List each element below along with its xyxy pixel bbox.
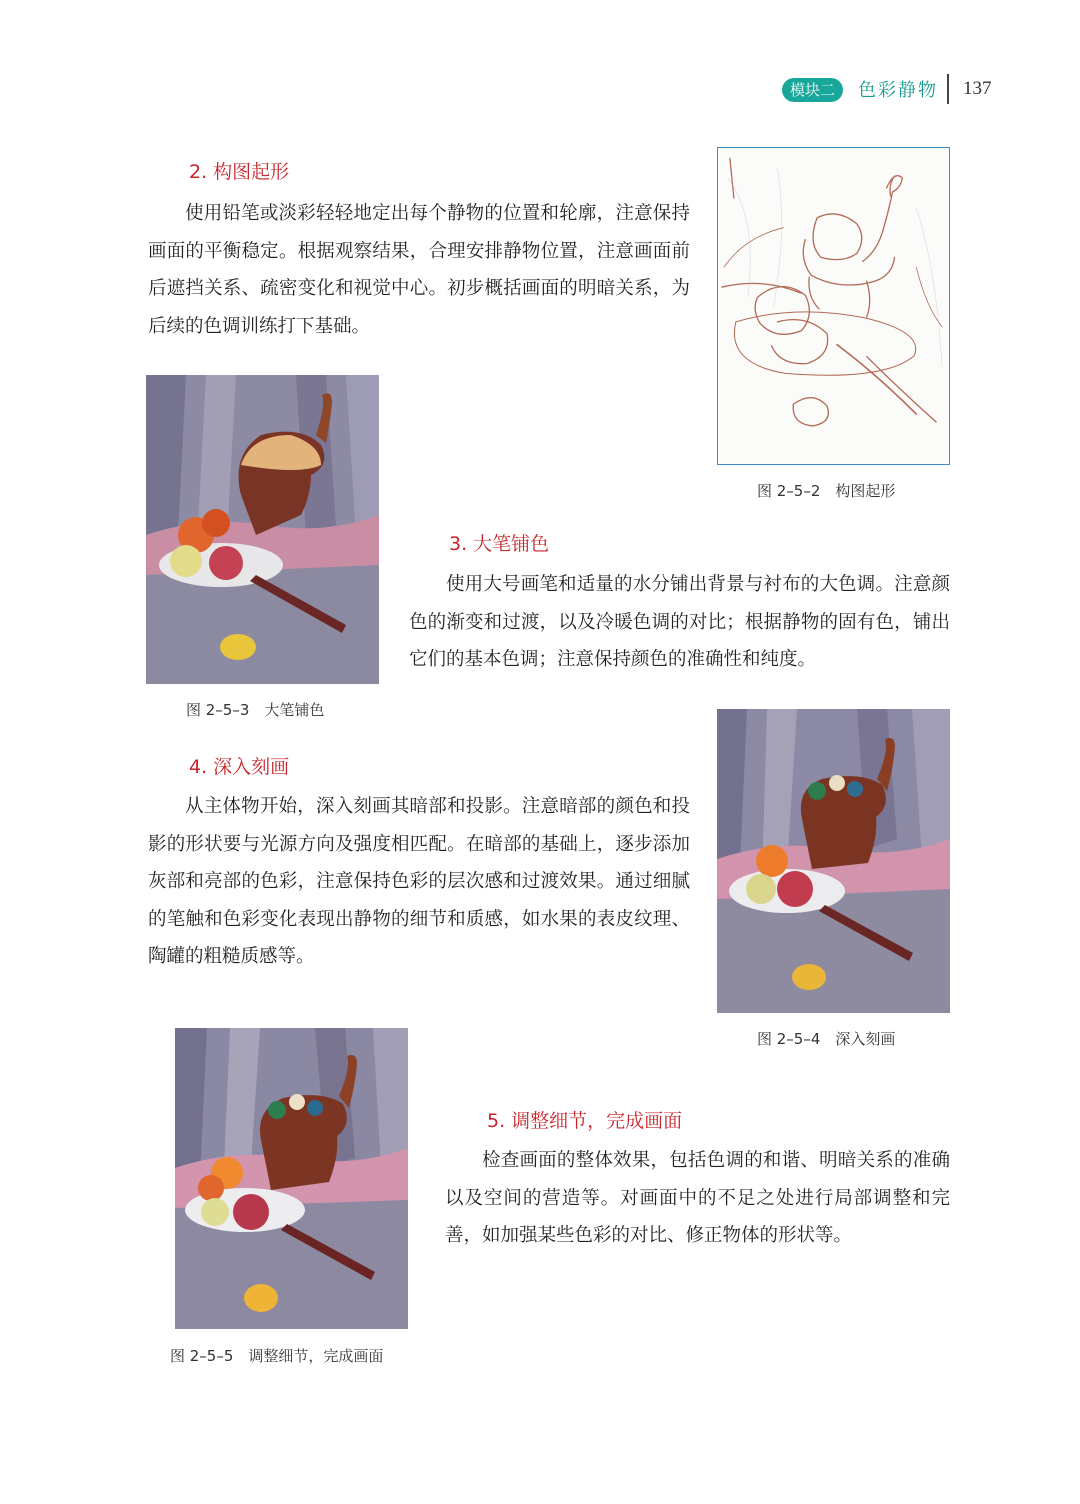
paragraph-finishing: 检查画面的整体效果，包括色调的和谐、明暗关系的准确以及空间的营造等。对画面中的不足之处进行局部调整和完善，如加强某些色彩的对比、修正物体的形状等。 [445, 1150, 950, 1246]
paragraph-blocking-color: 使用大号画笔和适量的水分铺出背景与衬布的大色调。注意颜色的渐变和过渡，以及冷暖色调的对比；根据静物的固有色，铺出它们的基本色调；注意保持颜色的准确性和纯度。 [409, 574, 950, 670]
heading-blocking-color: 3. 大笔铺色 [449, 533, 550, 555]
figure-detailing [717, 709, 950, 1013]
figure-final [175, 1028, 408, 1329]
section-title: 色彩静物 [858, 80, 938, 101]
caption-fig-2-5-3: 图 2–5–3 大笔铺色 [186, 701, 325, 719]
running-header [780, 74, 1040, 108]
caption-fig-2-5-5: 图 2–5–5 调整细节，完成画面 [170, 1347, 384, 1365]
page-number: 137 [963, 78, 992, 99]
still-life-painting-2 [717, 709, 950, 1013]
heading-finishing: 5. 调整细节，完成画面 [487, 1110, 683, 1132]
module-badge: 模块二 [782, 78, 843, 102]
caption-fig-2-5-2: 图 2–5–2 构图起形 [757, 482, 896, 500]
still-life-painting-3 [175, 1028, 408, 1329]
heading-detailing: 4. 深入刻画 [189, 756, 290, 778]
figure-blocking-color [146, 375, 379, 684]
figure-sketch [717, 147, 950, 465]
caption-fig-2-5-4: 图 2–5–4 深入刻画 [757, 1030, 896, 1048]
heading-composition: 2. 构图起形 [189, 161, 290, 183]
sketch-illustration [718, 148, 949, 464]
header-divider [947, 74, 949, 104]
paragraph-composition: 使用铅笔或淡彩轻轻地定出每个静物的位置和轮廓，注意保持画面的平衡稳定。根据观察结果，合理安排静物位置，注意画面前后遮挡关系、疏密变化和视觉中心。初步概括画面的明暗关系，为后续的色调训练打下基础。 [148, 203, 690, 337]
paragraph-detailing: 从主体物开始，深入刻画其暗部和投影。注意暗部的颜色和投影的形状要与光源方向及强度相匹配。在暗部的基础上，逐步添加灰部和亮部的色彩，注意保持色彩的层次感和过渡效果。通过细腻的笔触和色彩变化表现出静物的细节和质感，如水果的表皮纹理、陶罐的粗糙质感等。 [148, 796, 690, 967]
still-life-painting-1 [146, 375, 379, 684]
